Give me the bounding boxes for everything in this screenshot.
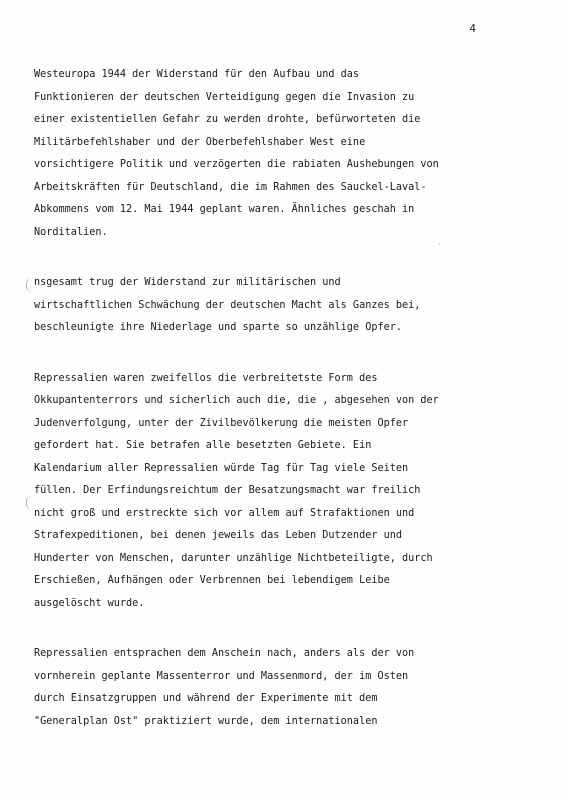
document-body: [34, 64, 534, 761]
text-line: Abkommens vom 12. Mai 1944 geplant waren. Ähnliches geschah in: [34, 204, 415, 215]
text-line: Funktionieren der deutschen Verteidigung gegen die Invasion zu: [34, 91, 415, 103]
text-line: nicht groß und erstreckte sich vor allem auf Strafaktionen und: [34, 507, 415, 519]
text-line: vorsichtigere Politik und verzögerten die rabiaten Aushebungen von: [34, 159, 439, 170]
scan-artifact-mark: [26, 278, 33, 292]
text-line: gefordert hat. Sie betrafen alle besetzten Gebiete. Ein: [34, 440, 372, 451]
paragraph-2: [34, 272, 534, 340]
text-line: Erschießen, Aufhängen oder Verbrennen bei lebendigem Leibe: [34, 575, 390, 586]
page-number: 4: [469, 22, 476, 35]
text-line: vornherein geplante Massenterror und Massenmord, der im Osten: [34, 670, 409, 682]
text-line: Norditalien.: [34, 226, 108, 238]
paragraph-4: [34, 643, 534, 733]
text-line: ausgelöscht wurde.: [34, 597, 145, 609]
text-line: Repressalien entsprachen dem Anschein nach, anders als der von: [34, 648, 415, 659]
text-line: Repressalien waren zweifellos die verbreitetste Form des: [34, 372, 378, 384]
text-line: durch Einsatzgruppen und während der Experimente mit dem: [34, 693, 378, 704]
text-line: Westeuropa 1944 der Widerstand für den Aufbau und das: [34, 69, 360, 80]
text-line: wirtschaftlichen Schwächung der deutschen Macht als Ganzes bei,: [34, 299, 421, 311]
text-line: Judenverfolgung, unter der Zivilbevölkerung die meisten Opfer: [34, 417, 409, 429]
text-line: Kalendarium aller Repressalien würde Tag für Tag viele Seiten: [34, 462, 409, 474]
text-line: Arbeitskräften für Deutschland, die im Rahmen des Sauckel-Laval-: [34, 181, 427, 193]
text-line: füllen. Der Erfindungsreichtum der Besatzungsmacht war freilich: [34, 485, 421, 496]
scan-speck-mark: ·: [438, 240, 441, 249]
scan-artifact-mark: [26, 496, 33, 510]
text-line: Militärbefehlshaber und der Oberbefehlshaber West eine: [34, 136, 366, 148]
text-line: Hunderter von Menschen, darunter unzählige Nichtbeteiligte, durch: [34, 552, 433, 564]
text-line: nsgesamt trug der Widerstand zur militärischen und: [34, 277, 341, 288]
text-line: "Generalplan Ost" praktiziert wurde, dem internationalen: [34, 715, 378, 727]
text-line: Okkupantenterrors und sicherlich auch die, die , abgesehen von der: [34, 395, 439, 406]
paragraph-1: [34, 64, 534, 244]
text-line: beschleunigte ihre Niederlage und sparte so unzählige Opfer.: [34, 322, 403, 333]
paragraph-3: [34, 368, 534, 616]
text-line: einer existentiellen Gefahr zu werden drohte, befürworteten die: [34, 114, 421, 125]
text-line: Strafexpeditionen, bei denen jeweils das Leben Dutzender und: [34, 530, 403, 541]
